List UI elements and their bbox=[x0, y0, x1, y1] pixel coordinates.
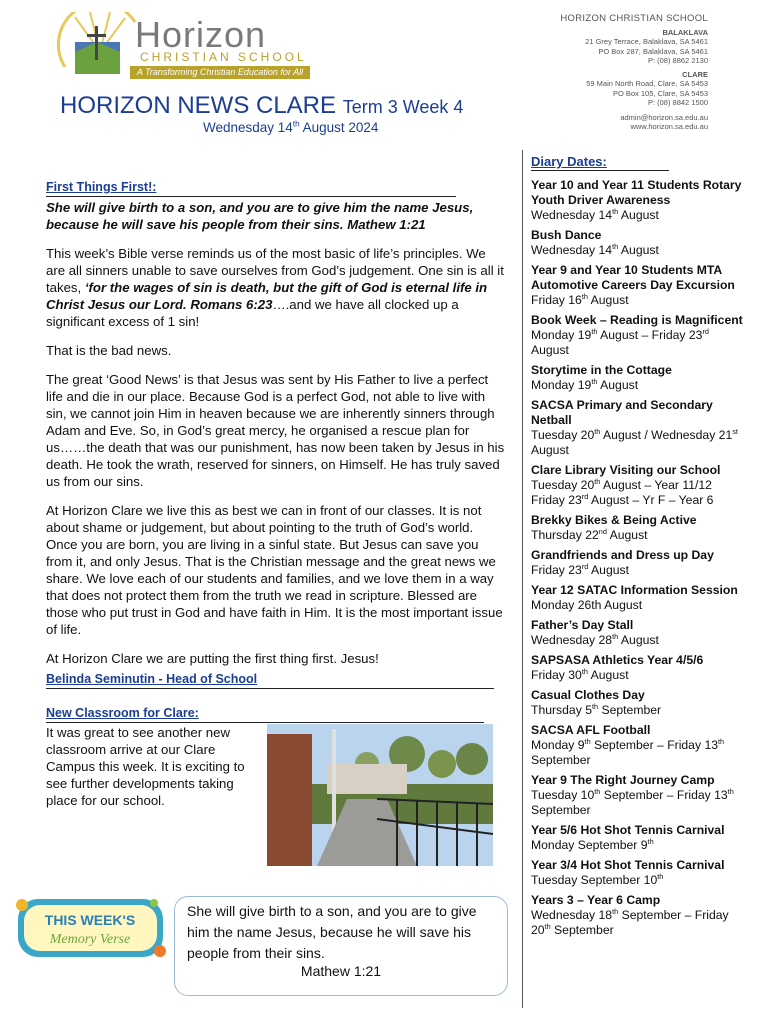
contact-line: PO Box 287, Balaklava, SA 5461 bbox=[598, 46, 708, 56]
article-paragraph: At Horizon Clare we are putting the first thing first. Jesus! bbox=[46, 651, 379, 666]
diary-event bbox=[531, 363, 747, 393]
diary-event-title: Storytime in the Cottage bbox=[531, 363, 672, 377]
article-heading: New Classroom for Clare: bbox=[46, 706, 199, 720]
article-signoff: Belinda Seminutin - Head of School bbox=[46, 672, 258, 686]
newsletter-date: Wednesday 14th August 2024 bbox=[203, 119, 379, 135]
column-divider bbox=[522, 150, 523, 1008]
diary-event-title: Year 3/4 Hot Shot Tennis Carnival bbox=[531, 858, 725, 872]
diary-event-date: Thursday 5th September bbox=[531, 701, 662, 717]
diary-event-date: Friday 23rd August bbox=[531, 561, 629, 577]
badge-line1: THIS WEEK'S bbox=[44, 912, 136, 928]
diary-heading: Diary Dates: bbox=[531, 154, 607, 169]
diary-event-title: Casual Clothes Day bbox=[531, 688, 645, 702]
article-first-things bbox=[46, 178, 508, 667]
diary-event-date: Friday 30th August bbox=[531, 666, 629, 682]
diary-event-date: Monday 9th September – Friday 13th September bbox=[531, 736, 725, 767]
article-paragraph: At Horizon Clare we live this as best we can in front of our classes. It is not about shame or judgement, but about pointing to the truth of God’s world. Once you are born, you are living in a sinful state. But Jesus can save you from it, and only Jesus. That is the Christian message and the great news we share. We love each of our students and families, and we love them in a way that does not protect them from the truth we read in scripture. Blessed are those who put trust in God and have faith in Him. It is the most important issue of life. bbox=[46, 503, 503, 637]
diary-event-title: SACSA Primary and Secondary Netball bbox=[531, 398, 713, 427]
memory-verse-reference: Mathew 1:21 bbox=[300, 963, 382, 979]
title-term: Term 3 Week 4 bbox=[342, 97, 464, 117]
article-verse: She will give birth to a son, and you are to give him the name Jesus, because he will save his people from their sins. Mathew 1:21 bbox=[46, 200, 474, 232]
contact-website[interactable]: www.horizon.sa.edu.au bbox=[630, 122, 708, 131]
badge-line2: Memory Verse bbox=[49, 932, 131, 947]
memory-verse-box bbox=[174, 896, 508, 996]
logo-subtitle: CHRISTIAN SCHOOL bbox=[140, 50, 307, 64]
diary-event-title: Clare Library Visiting our School bbox=[531, 463, 721, 477]
diary-event-date: Tuesday September 10th bbox=[531, 871, 664, 887]
diary-event bbox=[531, 618, 747, 648]
diary-event-title: Year 9 and Year 10 Students MTA Automotive Careers Day Excursion bbox=[531, 263, 735, 292]
diary-event-date: Tuesday 20th August – Year 11/12 Friday 23rd August – Yr F – Year 6 bbox=[531, 476, 714, 507]
diary-event-date: Wednesday 18th September – Friday 20th September bbox=[531, 906, 729, 937]
diary-event-title: Year 12 SATAC Information Session bbox=[531, 583, 738, 597]
diary-event-date: Wednesday 14th August bbox=[531, 241, 659, 257]
signoff-row bbox=[46, 670, 508, 689]
newsletter-title bbox=[60, 92, 463, 120]
memory-verse-badge bbox=[14, 893, 167, 963]
diary-event-title: Brekky Bikes & Being Active bbox=[531, 513, 697, 527]
article-paragraph: That is the bad news. bbox=[46, 343, 172, 358]
diary-event-title: SACSA AFL Football bbox=[531, 723, 651, 737]
diary-event-date: Monday 26th August bbox=[531, 598, 643, 612]
diary-event-title: Year 5/6 Hot Shot Tennis Carnival bbox=[531, 823, 725, 837]
diary-event-date: Wednesday 28th August bbox=[531, 631, 659, 647]
diary-event-list bbox=[531, 178, 747, 938]
contact-balaklava-title: BALAKLAVA bbox=[662, 27, 708, 37]
diary-event bbox=[531, 228, 747, 258]
article-paragraph: This week’s Bible verse reminds us of the most basic of life’s principles. We are all sinners unable to save ourselves from God’s judgement. One sin is all it takes, ‘for the wages of sin is death, but the gift of God is eternal life in Christ Jesus our Lord. Romans 6:23….and we have all clocked up a significant excess of 1 sin! bbox=[46, 246, 504, 329]
article-heading: First Things First!: bbox=[46, 180, 157, 194]
diary-event bbox=[531, 313, 747, 358]
diary-event-title: SAPSASA Athletics Year 4/5/6 bbox=[531, 653, 704, 667]
diary-event-title: Book Week – Reading is Magnificent bbox=[531, 313, 743, 327]
contact-line: PO Box 105, Clare, SA 5453 bbox=[612, 88, 708, 98]
contact-line: P: (08) 8862 2130 bbox=[647, 56, 708, 65]
contact-clare-title: CLARE bbox=[682, 69, 708, 79]
article-paragraph: The great ‘Good News’ is that Jesus was sent by His Father to live a perfect life and die in our place. Because God is a perfect God, not able to live with sin, we cannot join Him in heaven because we are inherently sinners through Adam and Eve. So, in God’s great mercy, he organised a rescue plan for us……the death that was our punishment, has now been taken by Jesus in his death. He took the wrath, reserved for sinners, on Himself. He has truly saved us from our sins. bbox=[46, 372, 505, 489]
diary-event-title: Year 9 The Right Journey Camp bbox=[531, 773, 715, 787]
classroom-photo bbox=[267, 724, 493, 866]
diary-event bbox=[531, 548, 747, 578]
diary-event-title: Year 10 and Year 11 Students Rotary Youth Driver Awareness bbox=[531, 178, 742, 207]
diary-event bbox=[531, 463, 747, 508]
diary-event-date: Tuesday 20th August / Wednesday 21st August bbox=[531, 426, 738, 457]
diary-event bbox=[531, 893, 747, 938]
diary-event bbox=[531, 263, 747, 308]
diary-event-date: Wednesday 14th August bbox=[531, 206, 659, 222]
diary-event-title: Bush Dance bbox=[531, 228, 602, 242]
diary-event-date: Monday 19th August – Friday 23rd August bbox=[531, 326, 709, 357]
memory-verse-text: She will give birth to a son, and you are to give him the name Jesus, because he will save his people from their sins. bbox=[187, 903, 477, 961]
diary-event-date: Thursday 22nd August bbox=[531, 526, 648, 542]
diary-event-title: Grandfriends and Dress up Day bbox=[531, 548, 714, 562]
diary-event-date: Monday 19th August bbox=[531, 376, 639, 392]
diary-event bbox=[531, 178, 747, 223]
logo-wordmark: Horizon bbox=[135, 14, 267, 55]
diary-event bbox=[531, 583, 747, 613]
diary-event-date: Tuesday 10th September – Friday 13th September bbox=[531, 786, 734, 817]
diary-event bbox=[531, 858, 747, 888]
diary-event-title: Father’s Day Stall bbox=[531, 618, 634, 632]
logo-tagline: A Transforming Christian Education for All bbox=[130, 66, 310, 79]
diary-event bbox=[531, 773, 747, 818]
contact-line: 21 Grey Terrace, Balaklava, SA 5461 bbox=[585, 37, 708, 46]
diary-event-date: Monday September 9th bbox=[531, 836, 654, 852]
diary-event bbox=[531, 398, 747, 458]
contact-line: P: (08) 8842 1500 bbox=[647, 98, 708, 107]
diary-event-date: Friday 16th August bbox=[531, 291, 629, 307]
diary-dates bbox=[531, 154, 747, 943]
diary-event bbox=[531, 823, 747, 853]
diary-event bbox=[531, 688, 747, 718]
diary-event bbox=[531, 653, 747, 683]
contact-line: 59 Main North Road, Clare, SA 5453 bbox=[586, 79, 708, 88]
diary-event bbox=[531, 513, 747, 543]
article-paragraph: It was great to see another new classroom arrive at our Clare Campus this week. It is exciting to see further developments taking place for our school. bbox=[46, 725, 245, 808]
title-main: HORIZON NEWS CLARE bbox=[60, 92, 337, 119]
diary-event-title: Years 3 – Year 6 Camp bbox=[531, 893, 661, 907]
contact-email[interactable]: admin@horizon.sa.edu.au bbox=[620, 112, 708, 122]
contact-block bbox=[560, 14, 708, 132]
diary-event bbox=[531, 723, 747, 768]
contact-school-name: HORIZON CHRISTIAN SCHOOL bbox=[560, 13, 708, 24]
